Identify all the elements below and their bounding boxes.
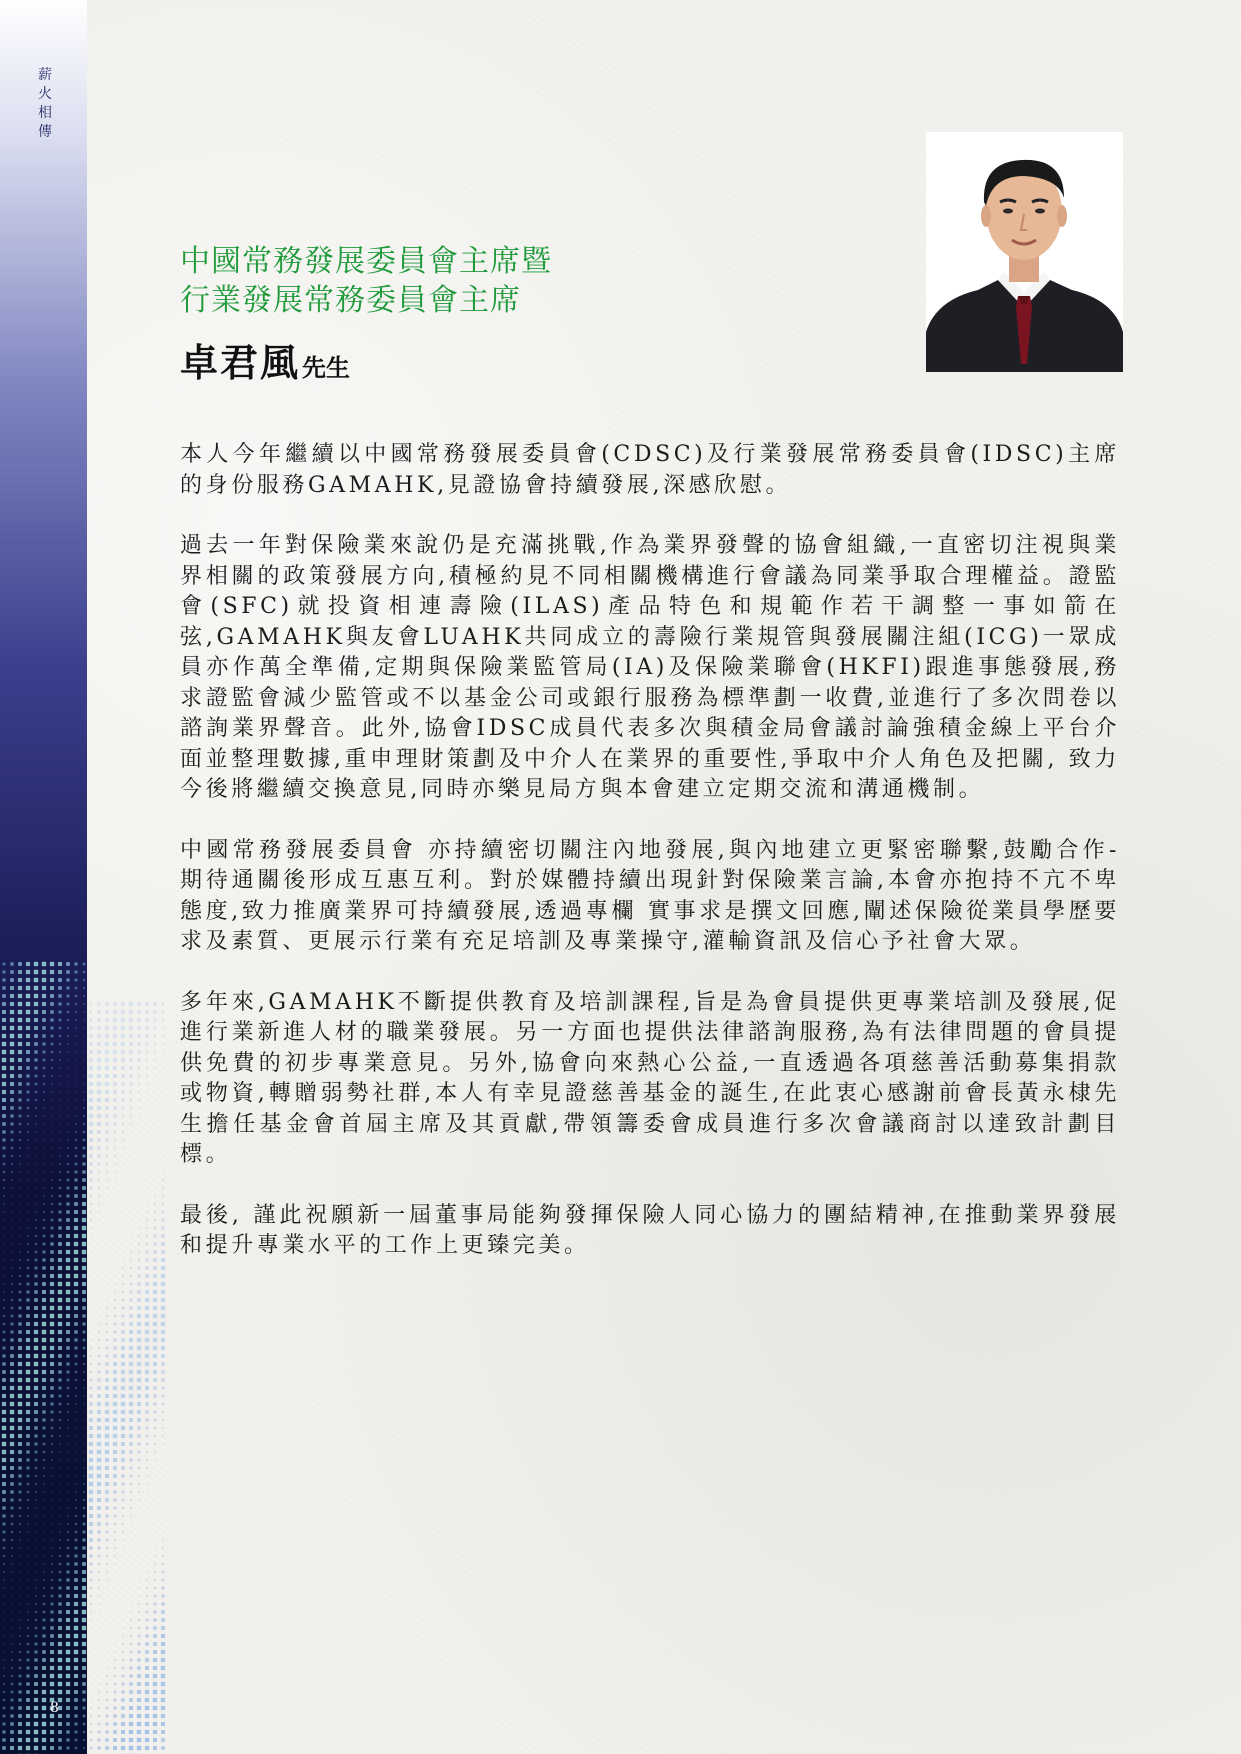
page-number: 8 — [50, 1700, 59, 1716]
person-name: 卓君風 — [180, 341, 301, 385]
paragraph: 最後, 謹此祝願新一屆董事局能夠發揮保險人同心協力的團結精神,在推動業界發展和提升專業水平的工作上更臻完美。 — [180, 1202, 1120, 1258]
portrait-illustration — [926, 132, 1123, 372]
portrait-photo — [926, 132, 1123, 372]
body-text — [180, 440, 1120, 1292]
dot-wave-decoration — [87, 1000, 167, 1754]
section-label: 薪火相傳 — [38, 67, 52, 140]
title-line-1: 中國常務發展委員會主席暨 — [180, 244, 552, 279]
sidebar-band — [0, 0, 87, 1754]
name-row — [180, 332, 350, 387]
paragraph: 中國常務發展委員會 亦持續密切關注內地發展,與內地建立更緊密聯繫,鼓勵合作- 期待通關後形成互惠互利。對於媒體持續出現針對保險業言論,本會亦抱持不亢不卑態度,致力推廣業界可持續發展,透過專欄 實事求是撰文回應,闡述保險從業員學歷要求及素質、更展示行業有充足培訓及專業操守,灌輸資訊及信心予社會大眾。 — [180, 837, 1120, 954]
dot-pattern-graphic — [0, 960, 87, 1754]
honorific: 先生 — [302, 354, 351, 382]
paragraph: 過去一年對保險業來說仍是充滿挑戰,作為業界發聲的協會組織,一直密切注視與業界相關的政策發展方向,積極約見不同相關機構進行會議為同業爭取合理權益。證監會(SFC)就投資相連壽險(ILAS)產品特色和規範作若干調整一事如箭在弦,GAMAHK與友會LUAHK共同成立的壽險行業規管與發展關注組(ICG)一眾成員亦作萬全準備,定期與保險業監管局(IA)及保險業聯會(HKFI)跟進事態發展,務求證監會減少監管或不以基金公司或銀行服務為標準劃一收費,並進行了多次問卷以諮詢業界聲音。此外,協會IDSC成員代表多次與積金局會議討論強積金線上平台介面並整理數據,重申理財策劃及中介人在業界的重要性,爭取中介人角色及把關, 致力今後將繼續交換意見,同時亦樂見局方與本會建立定期交流和溝通機制。 — [180, 533, 1120, 802]
paragraph: 多年來,GAMAHK不斷提供教育及培訓課程,旨是為會員提供更專業培訓及發展,促進行業新進人材的職業發展。另一方面也提供法律諮詢服務,為有法律問題的會員提供免費的初步專業意見。另外,協會向來熱心公益,一直透過各項慈善活動募集捐款或物資,轉贈弱勢社群,本人有幸見證慈善基金的誕生,在此衷心感謝前會長黃永棣先生擔任基金會首屆主席及其貢獻,帶領籌委會成員進行多次會議商討以達致計劃目標。 — [180, 989, 1120, 1167]
paragraph: 本人今年繼續以中國常務發展委員會(CDSC)及行業發展常務委員會(IDSC)主席的身份服務GAMAHK,見證協會持續發展,深感欣慰。 — [180, 442, 1120, 498]
title-line-2: 行業發展常務委員會主席 — [180, 283, 521, 318]
